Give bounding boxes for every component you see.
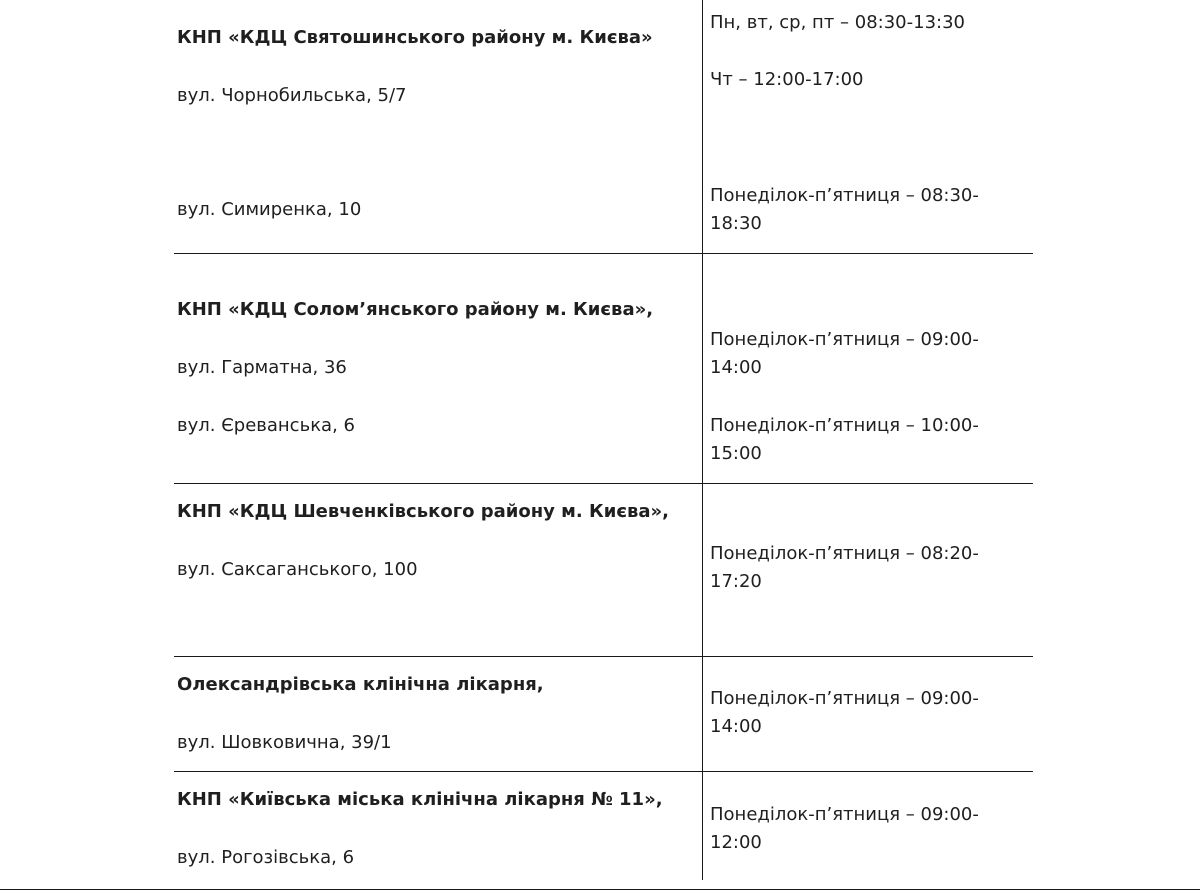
clinic-name: КНП «КДЦ Святошинського району м. Києва»: [177, 27, 653, 48]
clinic-address: вул. Шовковична, 39/1: [177, 732, 392, 753]
hours-cell: [710, 254, 1030, 483]
clinic-cell: [177, 484, 697, 656]
working-hours: Понеділок-п’ятниця – 09:00-14:00: [710, 688, 979, 737]
working-hours: Пн, вт, ср, пт – 08:30-13:30: [710, 12, 965, 33]
working-hours: Понеділок-п’ятниця – 08:30-18:30: [710, 185, 979, 234]
working-hours: Понеділок-п’ятниця – 10:00-15:00: [710, 415, 979, 464]
working-hours: Понеділок-п’ятниця – 09:00-14:00: [710, 329, 979, 378]
table-row: [0, 657, 1200, 771]
clinic-name: КНП «КДЦ Солом’янського району м. Києва»,: [177, 299, 654, 320]
clinic-cell: [177, 254, 697, 483]
clinic-address: вул. Чорнобильська, 5/7: [177, 85, 407, 106]
hours-cell: [710, 772, 1030, 880]
working-hours: Понеділок-п’ятниця – 08:20-17:20: [710, 543, 979, 592]
clinic-cell: [177, 772, 697, 880]
clinic-name: Олександрівська клінічна лікарня,: [177, 674, 544, 695]
table-row: [0, 484, 1200, 656]
hours-cell: [710, 657, 1030, 771]
clinic-address: вул. Гарматна, 36: [177, 357, 347, 378]
clinic-address: вул. Єреванська, 6: [177, 415, 355, 436]
hours-cell: [710, 484, 1030, 656]
clinic-name: КНП «КДЦ Шевченківського району м. Києва»,: [177, 501, 669, 522]
hours-cell: [710, 0, 1030, 254]
working-hours: Понеділок-п’ятниця – 09:00-12:00: [710, 804, 979, 853]
clinic-address: вул. Саксаганського, 100: [177, 559, 418, 580]
working-hours: Чт – 12:00-17:00: [710, 69, 864, 90]
table-row: [0, 0, 1200, 254]
table-row: [0, 254, 1200, 483]
clinic-cell: [177, 0, 697, 254]
clinic-cell: [177, 657, 697, 771]
clinic-address: вул. Симиренка, 10: [177, 199, 362, 220]
table-row: [0, 772, 1200, 880]
clinic-address: вул. Рогозівська, 6: [177, 847, 355, 868]
clinic-name: КНП «Київська міська клінічна лікарня № 11»,: [177, 789, 663, 810]
page-bottom-border: [0, 889, 1200, 890]
